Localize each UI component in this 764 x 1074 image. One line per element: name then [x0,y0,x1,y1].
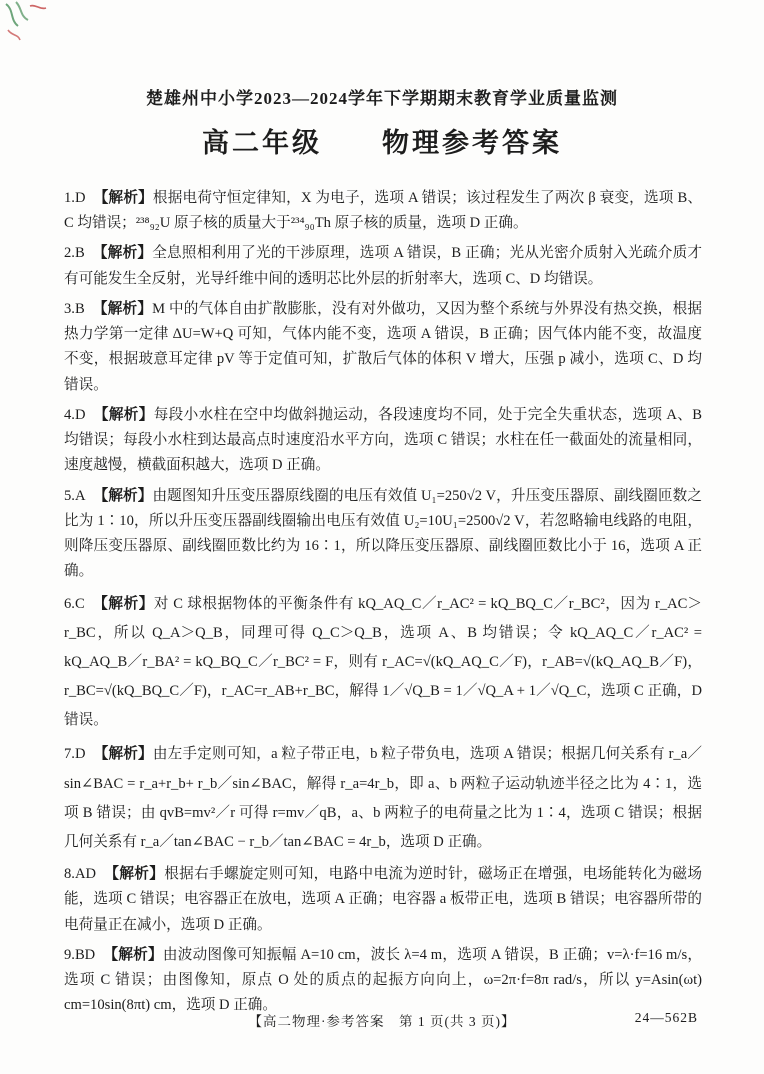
question-number-answer: 6.C [64,595,85,612]
page-title: 高二年级 物理参考答案 [202,128,562,158]
analysis-label: 【解析】 [93,190,153,206]
analysis-text: 全息照相利用了光的干涉原理，选项 A 错误，B 正确；光从光密介质射入光疏介质才有可能发生全反射，光导纤维中间的透明芯比外层的折射率大，选项 C、D 均错误。 [64,245,702,287]
question-number-answer: 1.D [64,190,86,206]
footer-code: 24—562B [634,1010,698,1025]
analysis-text: M 中的气体自由扩散膨胀，没有对外做功，又因为整个系统与外界没有热交换，根据热力学第一定律 ΔU=W+Q 可知，气体内能不变，选项 A 错误，B 正确；因气体内能不变，故温度不变，根据玻意耳定律 pV 等于定值可知，扩散后气体的体积 V 增大，压强 p 减小，选项 C、D 均错误。 [64,300,702,393]
question-number-answer: 3.B [64,300,85,317]
question-number-answer: 7.D [64,746,86,763]
question-number-answer: 4.D [64,406,86,423]
question-number-answer: 2.B [64,245,85,262]
header [0,0,764,160]
exam-title: 楚雄州中小学2023—2024学年下学期期末教育学业质量监测 [146,89,618,108]
analysis-text: 根据电荷守恒定律知，X 为电子，选项 A 错误；该过程发生了两次 β 衰变，选项 B、C 均错误；²³⁸₉₂U 原子核的质量大于²³⁴₉₀Th 原子核的质量，选项 D 正确。 [64,190,702,232]
answer-item-7 [64,740,702,857]
question-number-answer: 9.BD [64,946,96,963]
analysis-label: 【解析】 [93,487,153,504]
analysis-text: 由波动图像可知振幅 A=10 cm，波长 λ=4 m，选项 A 错误，B 正确；v=λ·f=16 m/s，选项 C 错误；由图像知，原点 O 处的质点的起振方向向上，ω=2π·f=8π rad/s，所以 y=Asin(ωt) cm=10sin(8πt) cm，选项 D 正确。 [64,946,702,1014]
analysis-label: 【解析】 [104,866,165,883]
answer-list [0,186,764,1019]
answer-item-8 [64,862,702,938]
analysis-text: 对 C 球根据物体的平衡条件有 kQ_AQ_C／r_AC² = kQ_BQ_C／r_BC²，因为 r_AC＞r_BC，所以 Q_A＞Q_B，同理可得 Q_C＞Q_B，选项 A、B 均错误；令 kQ_AQ_C／r_AC² = kQ_AQ_B／r_BA² = kQ_BQ_C／r_BC² = F，则有 r_AC=√(kQ_AQ_C／F)，r_AB=√(kQ_AQ_B／F)，r_BC=√(kQ_BQ_C／F)，r_AC=r_AB+r_BC，解得 1／√Q_B = 1／√Q_A + 1／√Q_C，选项 C 正确，D 错误。 [64,595,702,729]
pen-scribble-marks [0,0,90,60]
analysis-label: 【解析】 [92,595,154,612]
question-number-answer: 8.AD [64,866,97,883]
analysis-text: 由题图知升压变压器原线圈的电压有效值 U₁=250√2 V，升压变压器原、副线圈匝数之比为 1∶10，所以升压变压器副线圈输出电压有效值 U₂=10U₁=2500√2 V，若忽略输电线路的电阻，则降压变压器原、副线圈匝数比约为 16∶1，所以降压变压器原、副线圈匝数比小于 16，选项 A 正确。 [64,487,702,580]
answer-item-3 [64,297,702,398]
analysis-label: 【解析】 [93,746,153,763]
question-number-answer: 5.A [64,487,86,504]
analysis-label: 【解析】 [92,300,153,317]
page-footer [0,1010,764,1030]
analysis-text: 每段小水柱在空中均做斜抛运动，各段速度均不同，处于完全失重状态，选项 A、B 均错误；每段小水柱到达最高点时速度沿水平方向，选项 C 错误；水柱在任一截面处的流量相同，速度越慢，横截面积越大，选项 D 正确。 [64,406,702,474]
footer-page-label: 【高二物理·参考答案 第 1 页(共 3 页)】 [248,1014,516,1029]
analysis-text: 由左手定则可知，a 粒子带正电，b 粒子带负电，选项 A 错误；根据几何关系有 r_a／sin∠BAC = r_a+r_b+ r_b／sin∠BAC，解得 r_a=4r_b，即 a、b 两粒子运动轨迹半径之比为 4∶1，选项 B 错误；由 qvB=mv²／r 可得 r=mv／qB，a、b 两粒子的电荷量之比为 1∶4，选项 C 错误；根据几何关系有 r_a／tan∠BAC − r_b／tan∠BAC = 4r_b，选项 D 正确。 [64,746,702,851]
answer-item-2 [64,241,702,291]
answer-item-4 [64,403,702,479]
analysis-label: 【解析】 [93,406,154,423]
answer-item-6 [64,590,702,736]
analysis-label: 【解析】 [103,946,163,963]
analysis-label: 【解析】 [92,245,153,262]
answer-item-5 [64,484,702,585]
analysis-text: 根据右手螺旋定则可知，电路中电流为逆时针，磁场正在增强，电场能转化为磁场能，选项 C 错误；电容器正在放电，选项 A 正确；电容器 a 板带正电，选项 B 错误；电容器所带的电荷量正在减小，选项 D 正确。 [64,866,702,933]
answer-item-9 [64,943,702,1019]
answer-item-1 [64,186,702,236]
